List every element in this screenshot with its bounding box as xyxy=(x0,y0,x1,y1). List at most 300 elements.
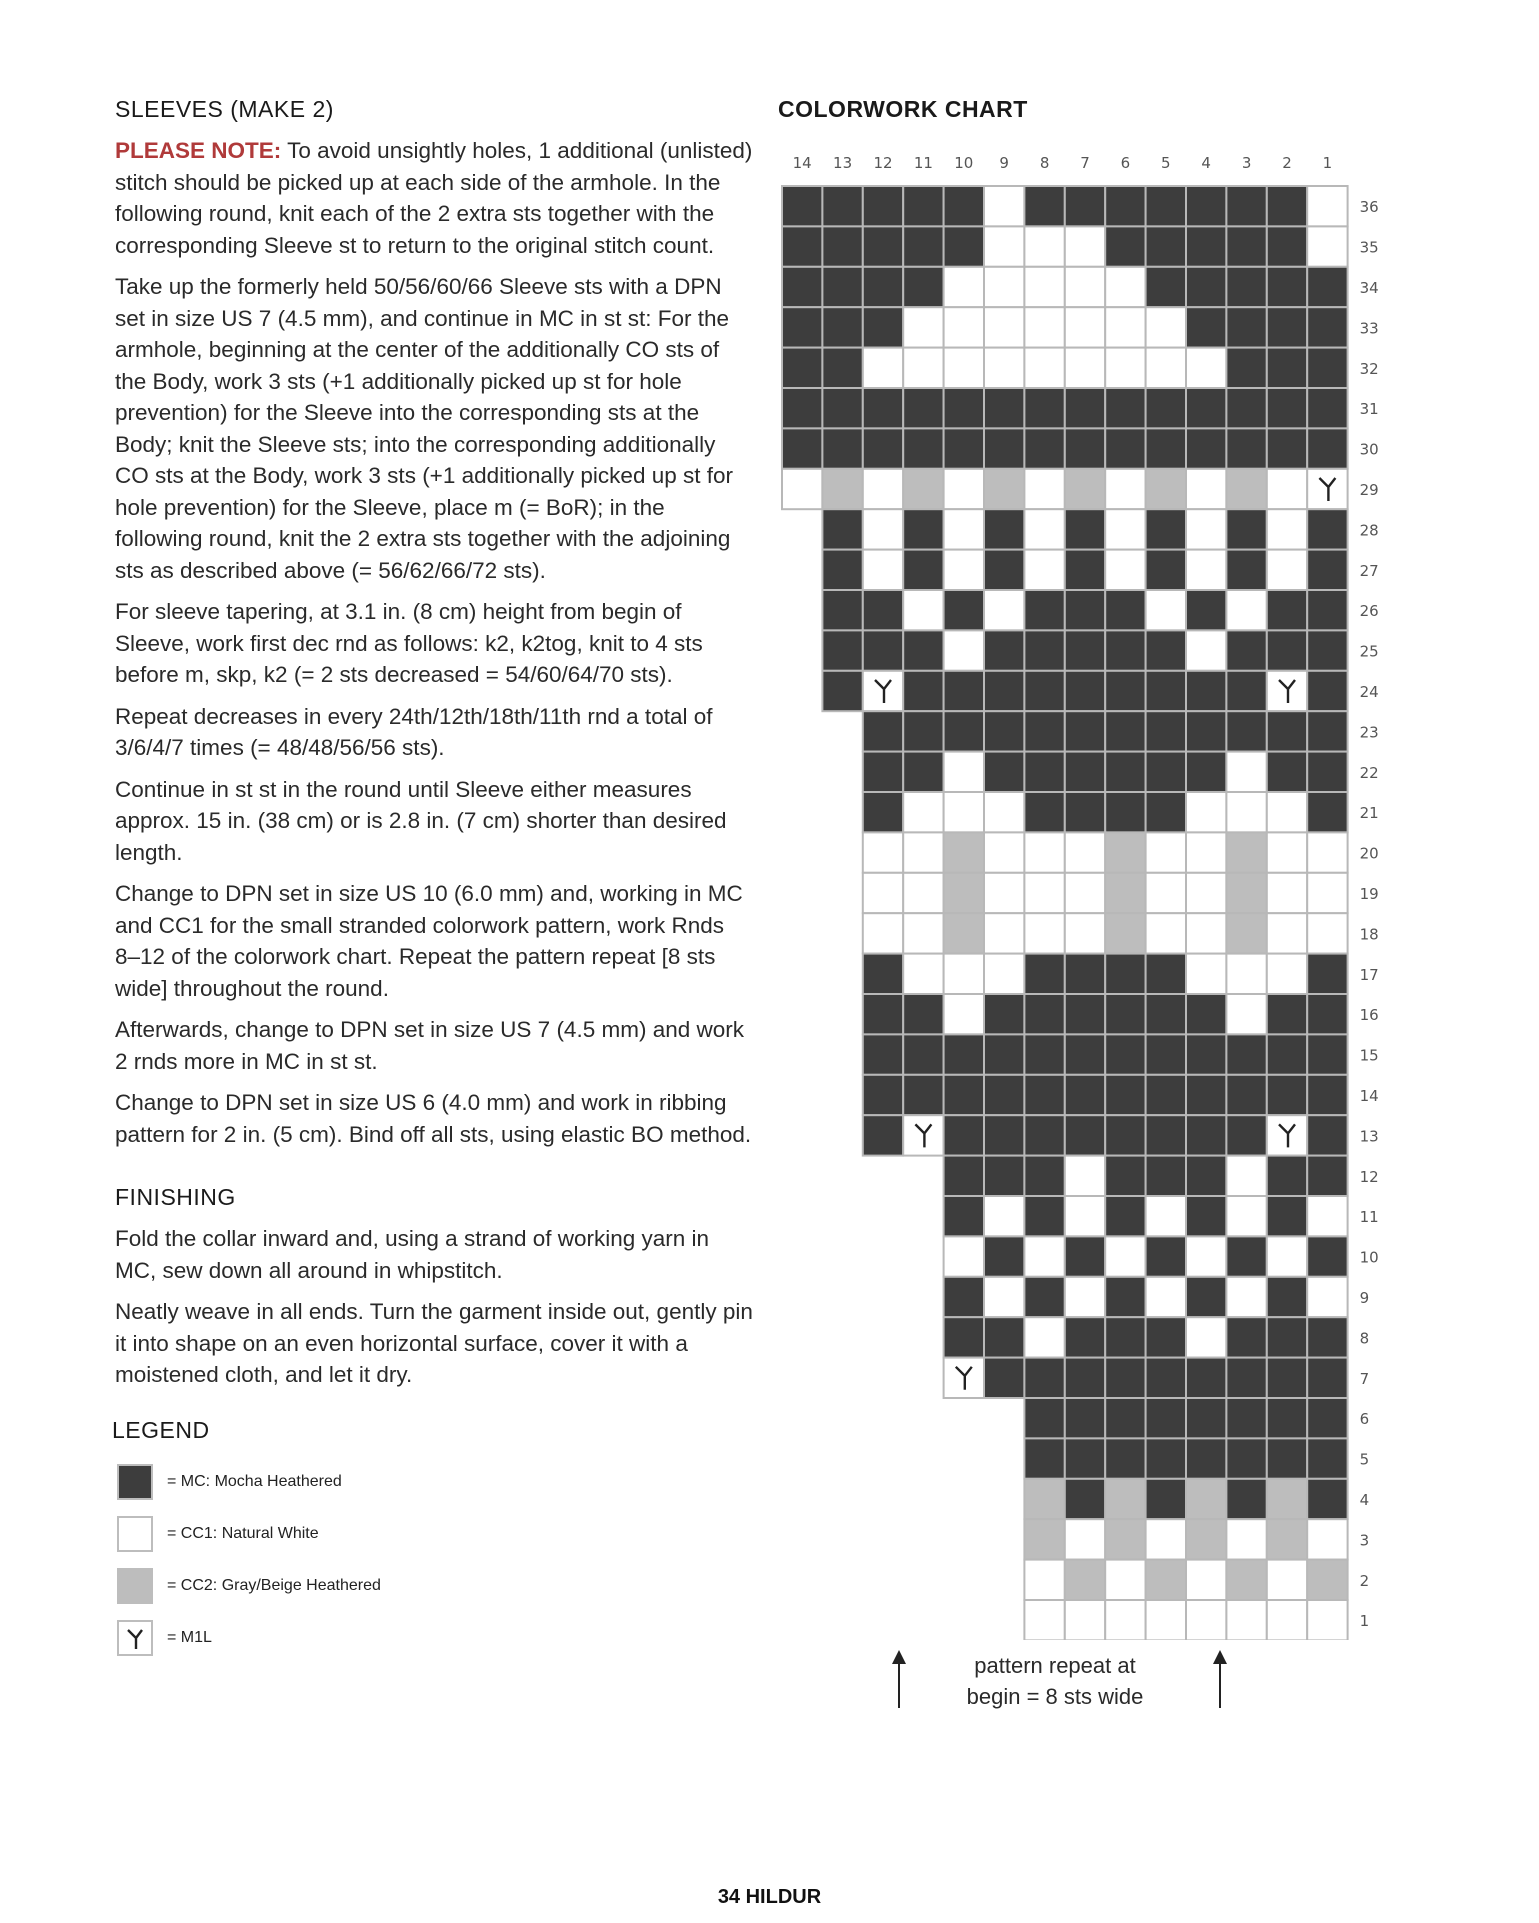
row-number: 2 xyxy=(1359,1571,1370,1590)
chart-cell xyxy=(903,267,943,307)
chart-cell xyxy=(984,913,1024,953)
chart-cell xyxy=(1267,1438,1307,1478)
chart-cell xyxy=(1307,630,1347,670)
chart-cell xyxy=(1186,1479,1226,1519)
chart-cell xyxy=(903,873,943,913)
chart-cell xyxy=(1226,1034,1266,1074)
chart-cell xyxy=(903,348,943,388)
chart-cell xyxy=(944,994,984,1034)
chart-cell xyxy=(1024,1560,1064,1600)
chart-cell xyxy=(1024,873,1064,913)
chart-cell xyxy=(822,267,862,307)
legend-list xyxy=(115,1456,755,1664)
chart-cell xyxy=(1267,954,1307,994)
chart-cell xyxy=(1065,307,1105,347)
chart-cell xyxy=(1186,1600,1226,1640)
chart-cell xyxy=(1267,388,1307,428)
sleeve-paragraph-colorwork: Change to DPN set in size US 10 (6.0 mm) and, working in MC and CC1 for the small stranded colorwork pattern, work Rnds 8–12 of the colorwork chart. Repeat the pattern repeat [8 sts wide] throughout the round. xyxy=(115,881,743,1001)
chart-cell xyxy=(1146,711,1186,751)
chart-cell xyxy=(944,954,984,994)
chart-cell xyxy=(1024,1398,1064,1438)
chart-cell xyxy=(903,469,943,509)
chart-cell xyxy=(1065,994,1105,1034)
chart-cell xyxy=(984,873,1024,913)
chart-cell xyxy=(1146,1519,1186,1559)
chart-cell xyxy=(1267,1560,1307,1600)
row-number: 5 xyxy=(1359,1450,1370,1469)
chart-cell xyxy=(1105,509,1145,549)
chart-cell xyxy=(1024,1156,1064,1196)
chart-cell xyxy=(1226,1115,1266,1155)
chart-cell xyxy=(1226,954,1266,994)
chart-cell xyxy=(1226,1277,1266,1317)
chart-cell xyxy=(944,428,984,468)
please-note-paragraph xyxy=(115,135,755,261)
chart-cell xyxy=(1186,1075,1226,1115)
chart-cell xyxy=(1186,1277,1226,1317)
chart-cell xyxy=(822,186,862,226)
chart-cell xyxy=(1105,1600,1145,1640)
chart-cell xyxy=(903,752,943,792)
chart-cell xyxy=(822,509,862,549)
row-number: 33 xyxy=(1359,319,1379,338)
chart-cell xyxy=(1146,832,1186,872)
row-number: 16 xyxy=(1359,1006,1379,1025)
chart-cell xyxy=(822,388,862,428)
chart-cell xyxy=(1146,1438,1186,1478)
chart-cell xyxy=(1186,994,1226,1034)
m1l-swatch xyxy=(117,1620,153,1656)
chart-cell xyxy=(1105,1479,1145,1519)
chart-cell xyxy=(1105,630,1145,670)
row-number: 1 xyxy=(1359,1612,1370,1631)
chart-cell xyxy=(1146,226,1186,266)
chart-cell xyxy=(984,307,1024,347)
sleeve-paragraph-tapering: For sleeve tapering, at 3.1 in. (8 cm) height from begin of Sleeve, work first dec rnd as follows: k2, k2tog, knit to 4 sts before m, skp, k2 (= 2 sts decreased = 54/60/64/70 sts). xyxy=(115,599,703,687)
chart-cell xyxy=(863,1034,903,1074)
chart-cell xyxy=(863,711,903,751)
sleeve-paragraph-ribbing: Change to DPN set in size US 6 (4.0 mm) and work in ribbing pattern for 2 in. (5 cm). Bind off all sts, using elastic BO method. xyxy=(115,1090,752,1147)
chart-cell xyxy=(984,711,1024,751)
legend-label-m1l: = M1L xyxy=(167,1628,212,1646)
chart-cell xyxy=(1105,348,1145,388)
chart-cell xyxy=(984,1034,1024,1074)
chart-cell xyxy=(1267,752,1307,792)
chart-cell xyxy=(984,226,1024,266)
chart-cell xyxy=(944,1277,984,1317)
chart-cell xyxy=(1146,550,1186,590)
chart-cell xyxy=(1065,1560,1105,1600)
chart-cell xyxy=(1065,832,1105,872)
chart-cell xyxy=(1267,307,1307,347)
chart-cell xyxy=(1226,186,1266,226)
chart-cell xyxy=(984,186,1024,226)
chart-cell xyxy=(1024,469,1064,509)
chart-cell xyxy=(1024,428,1064,468)
chart-cell xyxy=(944,226,984,266)
chart-cell xyxy=(1146,994,1186,1034)
row-number: 29 xyxy=(1359,481,1379,499)
legend-label-mc: = MC: Mocha Heathered xyxy=(167,1472,342,1490)
chart-cell xyxy=(1226,1398,1266,1438)
chart-cell xyxy=(1226,1519,1266,1559)
chart-cell xyxy=(1105,832,1145,872)
sleeve-paragraph-continue: Continue in st st in the round until Sleeve either measures approx. 15 in. (38 cm) or is 2.8 in. (7 cm) shorter than desired length. xyxy=(115,776,727,865)
chart-cell xyxy=(1146,1034,1186,1074)
chart-cell xyxy=(984,348,1024,388)
chart-cell xyxy=(1065,1317,1105,1357)
chart-cell xyxy=(1186,348,1226,388)
chart-cell xyxy=(1226,428,1266,468)
chart-cell xyxy=(1186,913,1226,953)
chart-cell xyxy=(1065,873,1105,913)
chart-cell xyxy=(863,1115,903,1155)
chart-cell xyxy=(1307,873,1347,913)
chart-cell xyxy=(944,711,984,751)
chart-cell xyxy=(1065,913,1105,953)
chart-cell xyxy=(1307,1560,1347,1600)
chart-cell xyxy=(944,388,984,428)
column-number: 2 xyxy=(1282,154,1292,172)
chart-cell xyxy=(984,1277,1024,1317)
chart-cell xyxy=(1226,1196,1266,1236)
chart-cell xyxy=(1226,1236,1266,1276)
chart-cell xyxy=(863,267,903,307)
chart-cell xyxy=(984,469,1024,509)
chart-cell xyxy=(1065,1600,1105,1640)
chart-cell xyxy=(822,348,862,388)
chart-cell xyxy=(1267,509,1307,549)
chart-cell xyxy=(1226,994,1266,1034)
cc2-swatch xyxy=(117,1568,153,1604)
chart-cell xyxy=(1105,1519,1145,1559)
chart-cell xyxy=(903,1075,943,1115)
chart-cell xyxy=(782,267,822,307)
chart-cell xyxy=(1065,1398,1105,1438)
chart-cell xyxy=(944,1034,984,1074)
chart-cell xyxy=(1024,1034,1064,1074)
chart-cell xyxy=(984,1196,1024,1236)
chart-cell xyxy=(1105,671,1145,711)
row-number: 23 xyxy=(1359,723,1379,742)
row-number: 30 xyxy=(1359,440,1379,459)
chart-cell xyxy=(1065,1075,1105,1115)
chart-cell xyxy=(1307,590,1347,630)
chart-cell xyxy=(1105,267,1145,307)
chart-cell xyxy=(1065,186,1105,226)
chart-cell xyxy=(1024,913,1064,953)
pattern-repeat-label: pattern repeat at begin = 8 sts wide xyxy=(966,1653,1144,1709)
sleeves-heading: SLEEVES (MAKE 2) xyxy=(115,96,334,122)
chart-cell xyxy=(1307,1156,1347,1196)
chart-cell xyxy=(1267,428,1307,468)
chart-cell xyxy=(1186,711,1226,751)
chart-cell xyxy=(984,792,1024,832)
chart-cell xyxy=(944,1115,984,1155)
row-number: 15 xyxy=(1359,1046,1379,1065)
chart-cell xyxy=(1105,873,1145,913)
chart-cell xyxy=(1267,792,1307,832)
chart-cell xyxy=(903,226,943,266)
chart-cell xyxy=(1186,671,1226,711)
chart-cell xyxy=(1186,1034,1226,1074)
chart-cell xyxy=(1307,792,1347,832)
legend-item-m1l xyxy=(115,1612,755,1664)
row-number: 28 xyxy=(1359,521,1379,540)
chart-cell xyxy=(1146,186,1186,226)
finishing-paragraph-collar: Fold the collar inward and, using a strand of working yarn in MC, sew down all around in whipstitch. xyxy=(115,1226,710,1283)
chart-cell xyxy=(1105,1317,1145,1357)
cc1-swatch xyxy=(117,1516,153,1552)
finishing-paragraph-weave: Neatly weave in all ends. Turn the garment inside out, gently pin it into shape on an even horizontal surface, cover it with a moistened cloth, and let it dry. xyxy=(115,1299,753,1387)
chart-cell xyxy=(1065,752,1105,792)
chart-cell xyxy=(1186,1358,1226,1398)
chart-cell xyxy=(1105,469,1145,509)
chart-cell xyxy=(1307,1277,1347,1317)
chart-cell xyxy=(903,1034,943,1074)
chart-cell xyxy=(1267,1519,1307,1559)
chart-cell xyxy=(944,1236,984,1276)
chart-cell xyxy=(1105,1358,1145,1398)
chart-cell xyxy=(903,792,943,832)
chart-cell xyxy=(1307,913,1347,953)
chart-cell xyxy=(1307,711,1347,751)
chart-cell xyxy=(1307,307,1347,347)
chart-cell xyxy=(822,226,862,266)
chart-cell xyxy=(1024,630,1064,670)
chart-cell xyxy=(944,913,984,953)
chart-cell xyxy=(1024,1358,1064,1398)
row-number: 32 xyxy=(1359,359,1379,378)
row-number: 19 xyxy=(1359,885,1379,903)
row-number: 14 xyxy=(1359,1087,1379,1105)
chart-cell xyxy=(1105,590,1145,630)
chart-cell xyxy=(1186,792,1226,832)
chart-cell xyxy=(1186,186,1226,226)
chart-cell xyxy=(1226,1156,1266,1196)
chart-cell xyxy=(944,550,984,590)
chart-cell xyxy=(1267,590,1307,630)
chart-cell xyxy=(984,1358,1024,1398)
chart-cell xyxy=(984,994,1024,1034)
chart-cell xyxy=(984,590,1024,630)
chart-cell xyxy=(782,226,822,266)
chart-cell xyxy=(1307,1236,1347,1276)
chart-cell xyxy=(1065,1115,1105,1155)
chart-cell xyxy=(1065,267,1105,307)
chart-cell xyxy=(1186,1196,1226,1236)
chart-cell xyxy=(1146,388,1186,428)
chart-cell xyxy=(863,994,903,1034)
chart-cell xyxy=(1024,1236,1064,1276)
chart-cell xyxy=(863,954,903,994)
column-number: 6 xyxy=(1120,154,1131,172)
chart-cell xyxy=(863,226,903,266)
chart-cell xyxy=(1186,509,1226,549)
chart-cell xyxy=(1186,550,1226,590)
chart-cell xyxy=(944,590,984,630)
chart-cell xyxy=(1105,1398,1145,1438)
chart-cell xyxy=(903,428,943,468)
chart-cell xyxy=(1024,1438,1064,1478)
chart-cell xyxy=(1307,1358,1347,1398)
chart-cell xyxy=(1186,1560,1226,1600)
chart-cell xyxy=(1307,1600,1347,1640)
chart-cell xyxy=(903,954,943,994)
chart-cell xyxy=(984,832,1024,872)
chart-cell xyxy=(1267,1479,1307,1519)
chart-cell xyxy=(1065,348,1105,388)
chart-cell xyxy=(1024,1317,1064,1357)
chart-cell xyxy=(1267,469,1307,509)
column-number: 11 xyxy=(913,154,933,172)
chart-cell xyxy=(1226,671,1266,711)
chart-cell xyxy=(863,630,903,670)
chart-cell xyxy=(1146,1600,1186,1640)
chart-cell xyxy=(984,1075,1024,1115)
chart-cell xyxy=(944,1317,984,1357)
chart-cell xyxy=(1105,994,1145,1034)
chart-cell xyxy=(1226,792,1266,832)
chart-cell xyxy=(1105,1560,1145,1600)
chart-cell xyxy=(1024,1196,1064,1236)
chart-cell xyxy=(1307,226,1347,266)
chart-cell xyxy=(1226,913,1266,953)
column-number: 8 xyxy=(1039,154,1050,172)
chart-cell xyxy=(944,186,984,226)
chart-cell xyxy=(1307,1034,1347,1074)
chart-cell xyxy=(822,307,862,347)
chart-cell xyxy=(1146,590,1186,630)
row-number: 10 xyxy=(1359,1248,1379,1267)
sleeve-paragraph-pickup: Take up the formerly held 50/56/60/66 Sleeve sts with a DPN set in size US 7 (4.5 mm), and continue in MC in st st: For the armhole, beginning at the center of the additionally CO sts of the Body, work 3 sts (+1 additionally picked up st for hole prevention) for the Sleeve into the corresponding sts at the Body; knit the Sleeve sts; into the corresponding additionally CO sts at the Body, work 3 sts (+1 additionally picked up st for hole prevention) for the Sleeve, place m (= BoR); in the following round, knit the 2 extra sts together with the adjoining sts as described above (= 56/62/66/72 sts). xyxy=(115,274,733,583)
chart-cell xyxy=(863,550,903,590)
chart-cell xyxy=(1307,832,1347,872)
chart-cell xyxy=(1226,1560,1266,1600)
chart-cell xyxy=(944,1075,984,1115)
chart-cell xyxy=(1307,1438,1347,1478)
chart-cell xyxy=(1105,1438,1145,1478)
row-number: 34 xyxy=(1359,279,1379,297)
chart-cell xyxy=(1186,226,1226,266)
chart-cell xyxy=(1024,388,1064,428)
chart-cell xyxy=(863,509,903,549)
chart-cell xyxy=(1146,348,1186,388)
chart-cell xyxy=(782,348,822,388)
chart-cell xyxy=(1226,469,1266,509)
chart-cell xyxy=(944,873,984,913)
chart-cell xyxy=(1146,954,1186,994)
row-number: 36 xyxy=(1359,198,1379,217)
chart-cell xyxy=(1186,307,1226,347)
legend-heading: LEGEND xyxy=(112,1416,210,1443)
chart-cell xyxy=(822,671,862,711)
chart-cell xyxy=(1186,954,1226,994)
column-number: 4 xyxy=(1201,154,1211,172)
chart-cell xyxy=(1105,428,1145,468)
chart-cell xyxy=(1226,509,1266,549)
chart-cell xyxy=(1146,1479,1186,1519)
chart-cell xyxy=(1307,428,1347,468)
chart-cell xyxy=(1146,792,1186,832)
chart-cell xyxy=(1024,832,1064,872)
chart-cell xyxy=(1024,1479,1064,1519)
chart-cell xyxy=(1307,1317,1347,1357)
chart-cell xyxy=(1186,1156,1226,1196)
chart-cell xyxy=(863,469,903,509)
chart-cell xyxy=(1226,752,1266,792)
chart-cell xyxy=(984,428,1024,468)
chart-cell xyxy=(1226,873,1266,913)
chart-cell xyxy=(1307,1196,1347,1236)
chart-cell xyxy=(1267,1236,1307,1276)
chart-cell xyxy=(1267,226,1307,266)
chart-cell xyxy=(1146,307,1186,347)
chart-cell xyxy=(1267,630,1307,670)
chart-cell xyxy=(1267,1398,1307,1438)
chart-cell xyxy=(1065,792,1105,832)
chart-cell xyxy=(1065,550,1105,590)
mc-swatch xyxy=(117,1464,153,1500)
chart-cell xyxy=(1065,1358,1105,1398)
chart-cell xyxy=(944,752,984,792)
chart-cell xyxy=(903,671,943,711)
chart-cell xyxy=(1065,671,1105,711)
chart-cell xyxy=(1105,1156,1145,1196)
chart-cell xyxy=(782,469,822,509)
chart-cell xyxy=(1065,226,1105,266)
chart-cell xyxy=(1065,1479,1105,1519)
row-number: 13 xyxy=(1359,1127,1379,1146)
chart-cell xyxy=(1105,711,1145,751)
chart-cell xyxy=(1226,1317,1266,1357)
row-number: 24 xyxy=(1359,683,1379,701)
chart-cell xyxy=(1267,348,1307,388)
chart-cell xyxy=(1146,267,1186,307)
chart-cell xyxy=(1065,428,1105,468)
chart-cell xyxy=(1267,1277,1307,1317)
chart-cell xyxy=(1267,1075,1307,1115)
chart-cell xyxy=(1105,1196,1145,1236)
chart-cell xyxy=(1024,186,1064,226)
chart-cell xyxy=(1226,1438,1266,1478)
chart-cell xyxy=(1267,1358,1307,1398)
chart-cell xyxy=(1307,954,1347,994)
row-number: 21 xyxy=(1359,804,1379,823)
chart-cell xyxy=(903,388,943,428)
chart-cell xyxy=(1065,590,1105,630)
chart-cell xyxy=(903,994,943,1034)
chart-cell xyxy=(1024,590,1064,630)
chart-cell xyxy=(1024,954,1064,994)
row-number: 25 xyxy=(1359,642,1379,661)
chart-cell xyxy=(903,509,943,549)
chart-cell xyxy=(1024,1277,1064,1317)
chart-cell xyxy=(1307,1115,1347,1155)
row-number: 18 xyxy=(1359,925,1379,944)
chart-cell xyxy=(1146,873,1186,913)
row-number: 12 xyxy=(1359,1167,1379,1186)
chart-cell xyxy=(1186,1317,1226,1357)
chart-cell xyxy=(863,752,903,792)
chart-cell xyxy=(1105,226,1145,266)
chart-cell xyxy=(863,1075,903,1115)
chart-cell xyxy=(1267,1196,1307,1236)
chart-cell xyxy=(1065,1438,1105,1478)
chart-cell xyxy=(1226,226,1266,266)
chart-cell xyxy=(822,590,862,630)
chart-cell xyxy=(1146,630,1186,670)
